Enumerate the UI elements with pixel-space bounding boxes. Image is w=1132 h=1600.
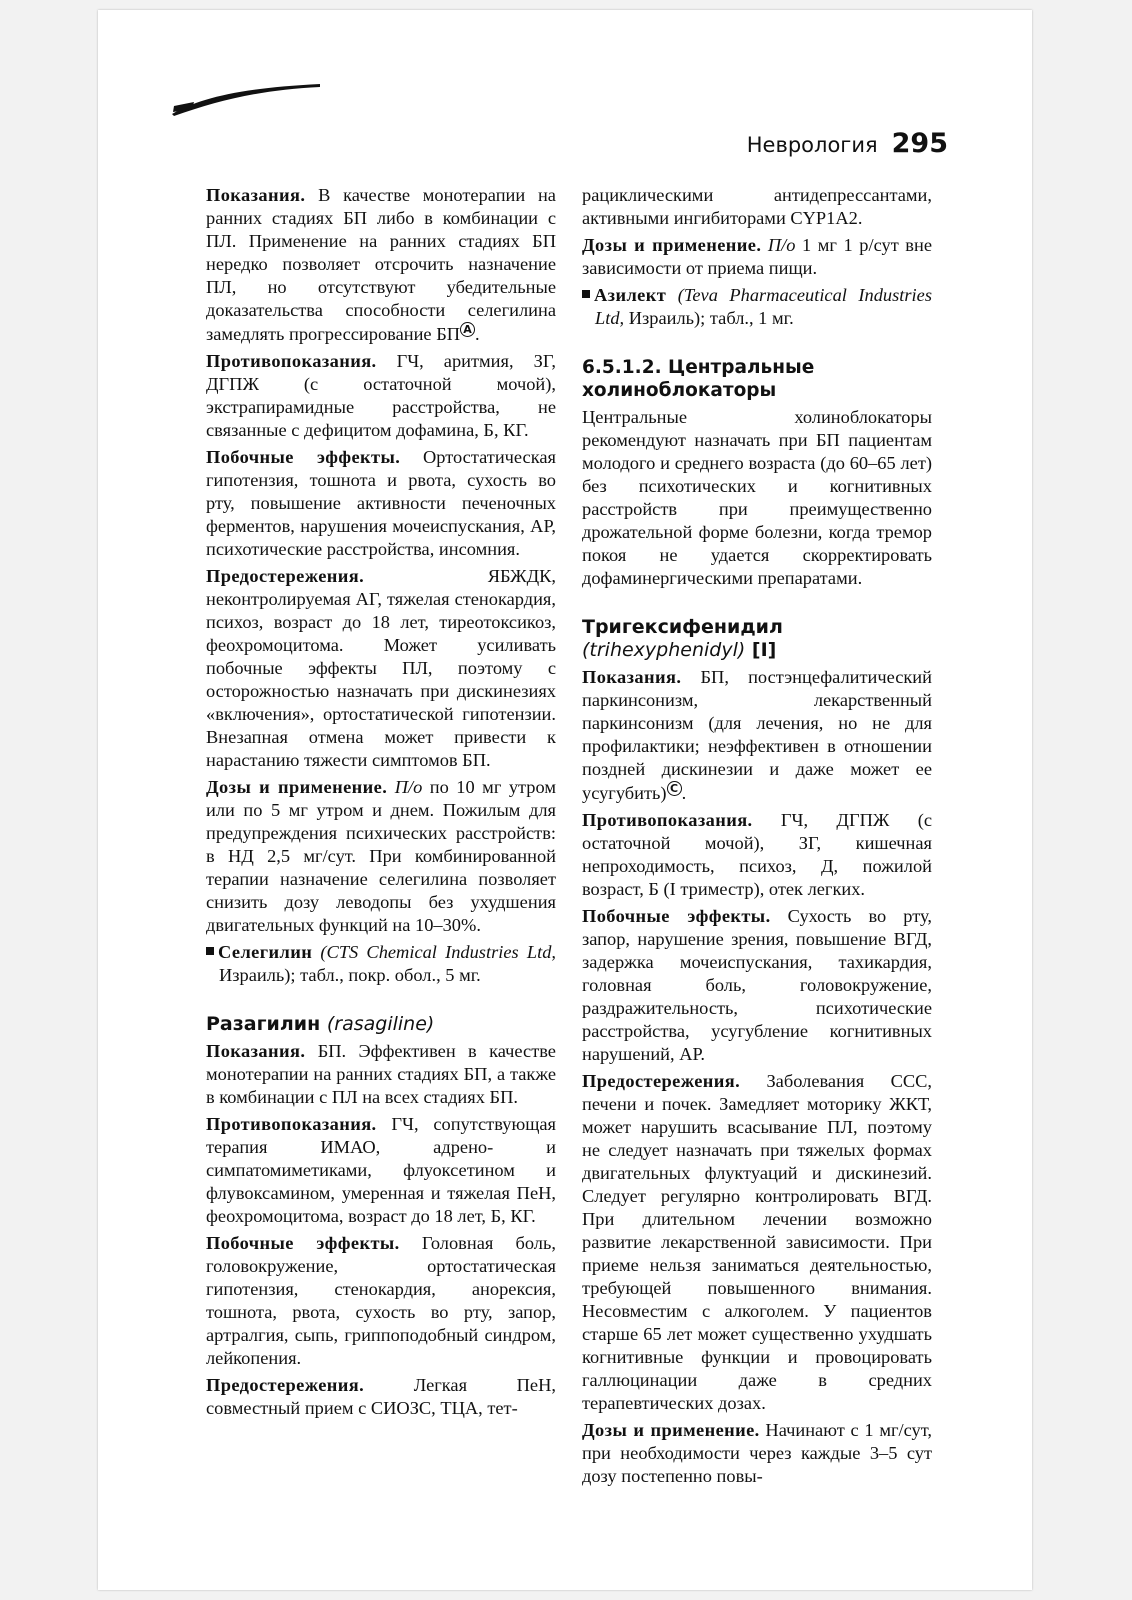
rasagiline-indications [206,1040,556,1109]
paragraph-text: ЯБЖДК, неконтролируемая АГ, тяжелая стенокардия, психоз, возраст до 18 лет, тиреотоксикоз, феохромоцитома. Может усиливать побочные эффекты ПЛ, поэтому с осторожностью назначать при дискинезиях «включения», ортостатической гипотензии. Внезапная отмена может привести к нарастанию тяжести симптомов БП. [206,566,556,771]
left-column [206,184,556,1420]
paragraph-lead: Противопоказания. [206,351,377,372]
paragraph-text: Заболевания ССС, печени и почек. Замедляет моторику ЖКТ, может нарушить всасывание ПЛ, поэтому не следует назначать при тяжелых формах двигательных флуктуаций и дискинезий. Следует регулярно контролировать ВГД. При длительном лечении возможно развитие лекарственной зависимости. При приеме нельзя заниматься деятельностью, требующей повышенного внимания. Несовместим с алкоголем. У пациентов старше 65 лет может существенно ухудшать когнитивные функции и провоцировать галлюцинации даже в средних терапевтических дозах. [582,1071,932,1414]
paragraph-lead: Противопоказания. [582,810,753,831]
selegiline-contraindications [206,350,556,442]
paragraph-lead: Предостережения. [582,1071,741,1092]
paragraph-text: 1 мг 1 р/сут вне зависимости от приема пищи. [582,235,932,278]
rasagiline-side-effects [206,1232,556,1370]
paragraph-lead: Показания. [206,1041,306,1062]
paragraph-text: ГЧ, сопутствующая терапия ИМАО, адрено- и симпатомиметиками, флуоксетином и флувоксамином, умеренная и тяжелая ПеН, феохромоцитома, возраст до 18 лет, Б, КГ. [206,1114,556,1227]
paragraph-text: БП, постэнцефалитический паркинсонизм, лекарственный паркинсонизм (для лечения, но не для профилактики; неэффективен в отношении поздней дискинезии и даже может ее усугубить) [582,667,932,804]
drug-title: Тригексифенидил [582,616,783,638]
route-label: П/о [394,777,423,798]
evidence-level-mark: C [667,781,682,796]
product-form: Израиль); табл., 1 мг. [628,308,794,328]
paragraph-text: рациклическими антидепрессантами, активными ингибиторами CYP1A2. [582,185,932,228]
right-column [582,184,932,1488]
paragraph-lead: Предостережения. [206,1375,365,1396]
paragraph-lead: Противопоказания. [206,1114,377,1135]
drug-heading-rasagiline [206,1013,556,1036]
paragraph-lead: Дозы и применение. [206,777,388,798]
running-head [747,128,948,159]
trihexyphenidyl-side-effects [582,905,932,1066]
paragraph-lead: Показания. [206,185,306,205]
drug-class: [I] [751,639,777,661]
evidence-level-mark: A [460,322,475,337]
drug-latin-name: (trihexyphenidyl) [582,639,746,661]
paragraph-lead: Дозы и применение. [582,235,762,255]
product-name: Азилект [594,285,667,305]
bullet-square-icon [206,947,214,955]
paragraph-text: Легкая ПеН, совместный прием с СИОЗС, ТЦА, тет- [206,1375,556,1419]
rasagiline-contraindications [206,1113,556,1228]
paragraph-end: . [681,783,687,804]
selegiline-side-effects [206,446,556,561]
drug-latin-name: (rasagiline) [326,1013,435,1036]
drug-heading-trihexyphenidyl [582,616,932,662]
section-heading-anticholinergics: 6.5.1.2. Центральные холиноблокаторы [582,357,815,401]
paragraph-text: Головная боль, головокружение, ортостатическая гипотензия, стенокардия, анорексия, тошнота, рвота, сухость во рту, запор, артралгия, сыпь, гриппоподобный синдром, лейкопения. [206,1233,556,1369]
selegiline-product [206,941,556,987]
section-name: Неврология [746,133,878,157]
trihexyphenidyl-precautions [582,1070,932,1415]
selegiline-dosage [206,776,556,937]
rasagiline-precautions-continued [582,184,932,230]
trihexyphenidyl-indications [582,666,932,805]
scan-artifact-mark [170,76,330,116]
trihexyphenidyl-dosage [582,1419,932,1488]
paragraph-end: . [475,324,480,345]
paragraph-text: Начинают с 1 мг/сут, при необходимости через каждые 3–5 сут дозу постепенно повы- [582,1420,932,1487]
paragraph-text: Сухость во рту, запор, нарушение зрения, повышение ВГД, задержка мочеиспускания, тахикардия, головная боль, головокружение, раздражительность, психотические расстройства, усугубление когнитивных нарушений, АР. [582,906,932,1065]
paragraph-lead: Показания. [582,667,682,687]
paragraph-text: по 10 мг утром или по 5 мг утром и днем. Пожилым для предупреждения психических расстройств: в НД 2,5 мг/сут. При комбинированной терапии назначение селегилина позволяет снизить дозу леводопы без ухудшения двигательных функций на 10–30%. [206,777,556,936]
paragraph-text: ГЧ, аритмия, ЗГ, ДГПЖ (с остаточной мочой), экстрапирамидные расстройства, не связанные с дефицитом дофамина, Б, КГ. [206,351,556,441]
paragraph-lead: Дозы и применение. [582,1420,760,1441]
product-form: Израиль); табл., покр. обол., 5 мг. [219,965,481,986]
rasagiline-product [582,284,932,330]
product-maker: (CTS Chemical Industries Ltd, [320,942,556,963]
selegiline-indications [206,184,556,346]
paragraph-text: ГЧ, ДГПЖ (с остаточной мочой), ЗГ, кишечная непроходимость, психоз, Д, пожилой возраст, Б (I триместр), отек легких. [582,810,932,900]
trihexyphenidyl-contraindications [582,809,932,901]
page-number: 295 [891,128,948,159]
paragraph-lead: Предостережения. [206,566,365,587]
paragraph-text: В качестве монотерапии на ранних стадиях БП либо в комбинации с ПЛ. Применение на ранних стадиях БП нередко позволяет отсрочить назначение ПЛ, но отсутствуют убедительные доказательства способности селегилина замедлять прогрессирование БП [206,185,556,345]
drug-title: Разагилин [206,1013,321,1036]
paragraph-lead: Побочные эффекты. [206,1233,400,1254]
paragraph-text: Ортостатическая гипотензия, тошнота и рвота, сухость во рту, повышение активности печеночных ферментов, нарушения мочеиспускания, АР, психотические расстройства, инсомния. [206,447,556,560]
product-name: Селегилин [218,942,313,963]
rasagiline-dosage [582,234,932,280]
bullet-square-icon [582,290,590,298]
paragraph-lead: Побочные эффекты. [206,447,401,468]
paragraph-text: Центральные холиноблокаторы рекомендуют назначать при БП пациентам молодого и среднего возраста (до 60–65 лет) без психотических и когнитивных расстройств при преимущественно дрожательной форме болезни, когда тремор покоя не удается скорректировать дофаминергическими препаратами. [582,407,932,588]
selegiline-precautions [206,565,556,772]
paragraph-text: БП. Эффективен в качестве монотерапии на ранних стадиях БП, а также в комбинации с ПЛ на всех стадиях БП. [206,1041,556,1108]
rasagiline-precautions [206,1374,556,1420]
paragraph-lead: Побочные эффекты. [582,906,771,927]
product-maker: (Teva Pharmaceutical Industries Ltd, [595,285,932,328]
book-page [98,10,1032,1590]
route-label: П/о [767,235,796,255]
anticholinergics-intro [582,406,932,590]
